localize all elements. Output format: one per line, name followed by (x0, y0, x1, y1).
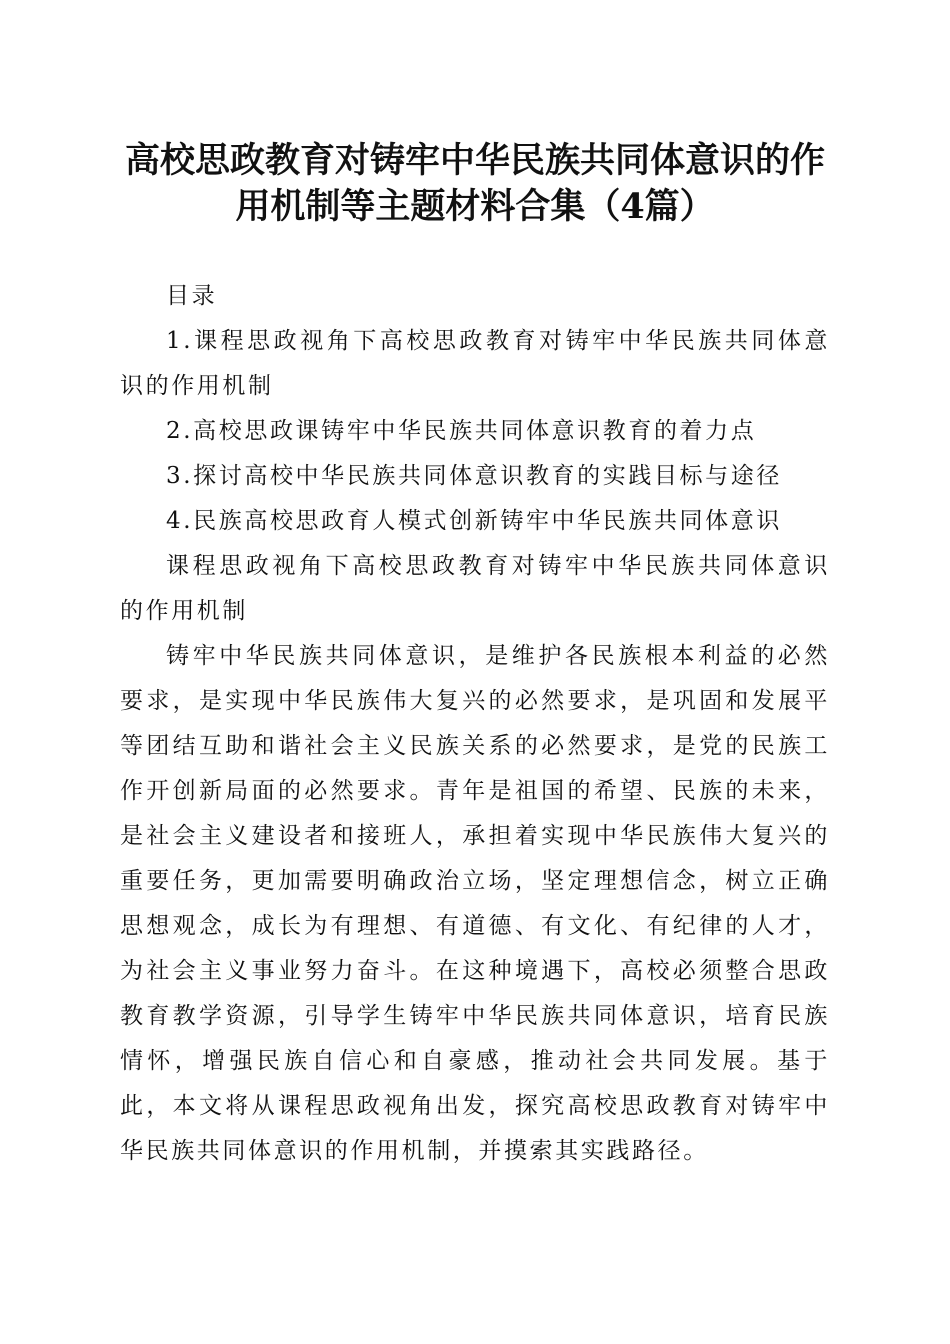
title-line-1: 高校思政教育对铸牢中华民族共同体意识的作 (124, 140, 825, 181)
section-title: 课程思政视角下高校思政教育对铸牢中华民族共同体意识的作用机制 (120, 553, 830, 624)
toc-item-1: 1.课程思政视角下高校思政教育对铸牢中华民族共同体意识的作用机制 (120, 328, 830, 399)
document-title (100, 138, 850, 230)
document-body (120, 274, 830, 1174)
toc-item-3: 3.探讨高校中华民族共同体意识教育的实践目标与途径 (166, 463, 782, 489)
toc-item-4: 4.民族高校思政育人模式创新铸牢中华民族共同体意识 (166, 508, 782, 534)
body-paragraph: 铸牢中华民族共同体意识，是维护各民族根本利益的必然要求，是实现中华民族伟大复兴的必然要求，是巩固和发展平等团结互助和谐社会主义民族关系的必然要求，是党的民族工作开创新局面的必然要求。青年是祖国的希望、民族的未来，是社会主义建设者和接班人，承担着实现中华民族伟大复兴的重要任务，更加需要明确政治立场，坚定理想信念，树立正确思想观念，成长为有理想、有道德、有文化、有纪律的人才，为社会主义事业努力奋斗。在这种境遇下，高校必须整合思政教育教学资源，引导学生铸牢中华民族共同体意识，培育民族情怀，增强民族自信心和自豪感，推动社会共同发展。基于此，本文将从课程思政视角出发，探究高校思政教育对铸牢中华民族共同体意识的作用机制，并摸索其实践路径。 (120, 643, 830, 1164)
toc-heading: 目录 (166, 283, 218, 309)
title-line-2: 用机制等主题材料合集（4篇） (235, 186, 715, 227)
toc-item-2: 2.高校思政课铸牢中华民族共同体意识教育的着力点 (166, 418, 757, 444)
